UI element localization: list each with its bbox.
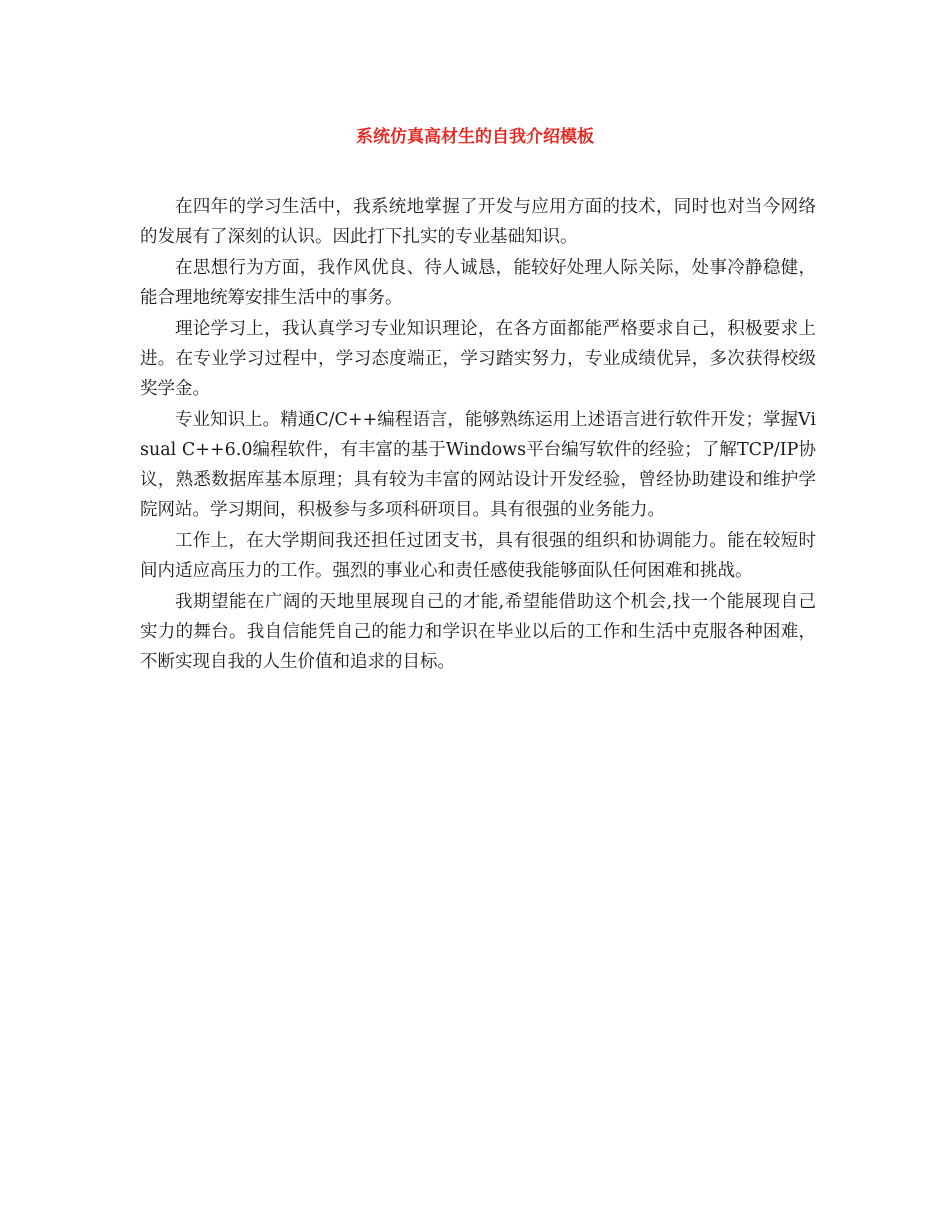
document-title: 系统仿真高材生的自我介绍模板 (356, 127, 594, 147)
paragraph-aspiration: 我期望能在广阔的天地里展现自己的才能,希望能借助这个机会,找一个能展现自己实力的舞台。我自信能凭自己的能力和学识在毕业以后的工作和生活中克服各种困难，不断实现自我的人生价值和追求的目标。 (140, 592, 816, 672)
paragraph-work: 工作上，在大学期间我还担任过团支书，具有很强的组织和协调能力。能在较短时间内适应高压力的工作。强烈的事业心和责任感使我能够面队任何困难和挑战。 (140, 531, 816, 581)
paragraph-conduct: 在思想行为方面，我作风优良、待人诚恳，能较好处理人际关际，处事冷静稳健，能合理地统筹安排生活中的事务。 (140, 258, 816, 308)
document-body (140, 192, 816, 678)
paragraph-theory-study: 理论学习上，我认真学习专业知识理论，在各方面都能严格要求自己，积极要求上进。在专业学习过程中，学习态度端正，学习踏实努力，专业成绩优异，多次获得校级奖学金。 (140, 319, 816, 399)
paragraph-professional-skills: 专业知识上。精通C/C++编程语言，能够熟练运用上述语言进行软件开发；掌握Visual C++6.0编程软件，有丰富的基于Windows平台编写软件的经验；了解TCP/IP协议，熟悉数据库基本原理；具有较为丰富的网站设计开发经验，曾经协助建设和维护学院网站。学习期间，积极参与多项科研项目。具有很强的业务能力。 (140, 410, 816, 520)
paragraph-study-life: 在四年的学习生活中，我系统地掌握了开发与应用方面的技术，同时也对当今网络的发展有了深刻的认识。因此打下扎实的专业基础知识。 (140, 197, 816, 247)
